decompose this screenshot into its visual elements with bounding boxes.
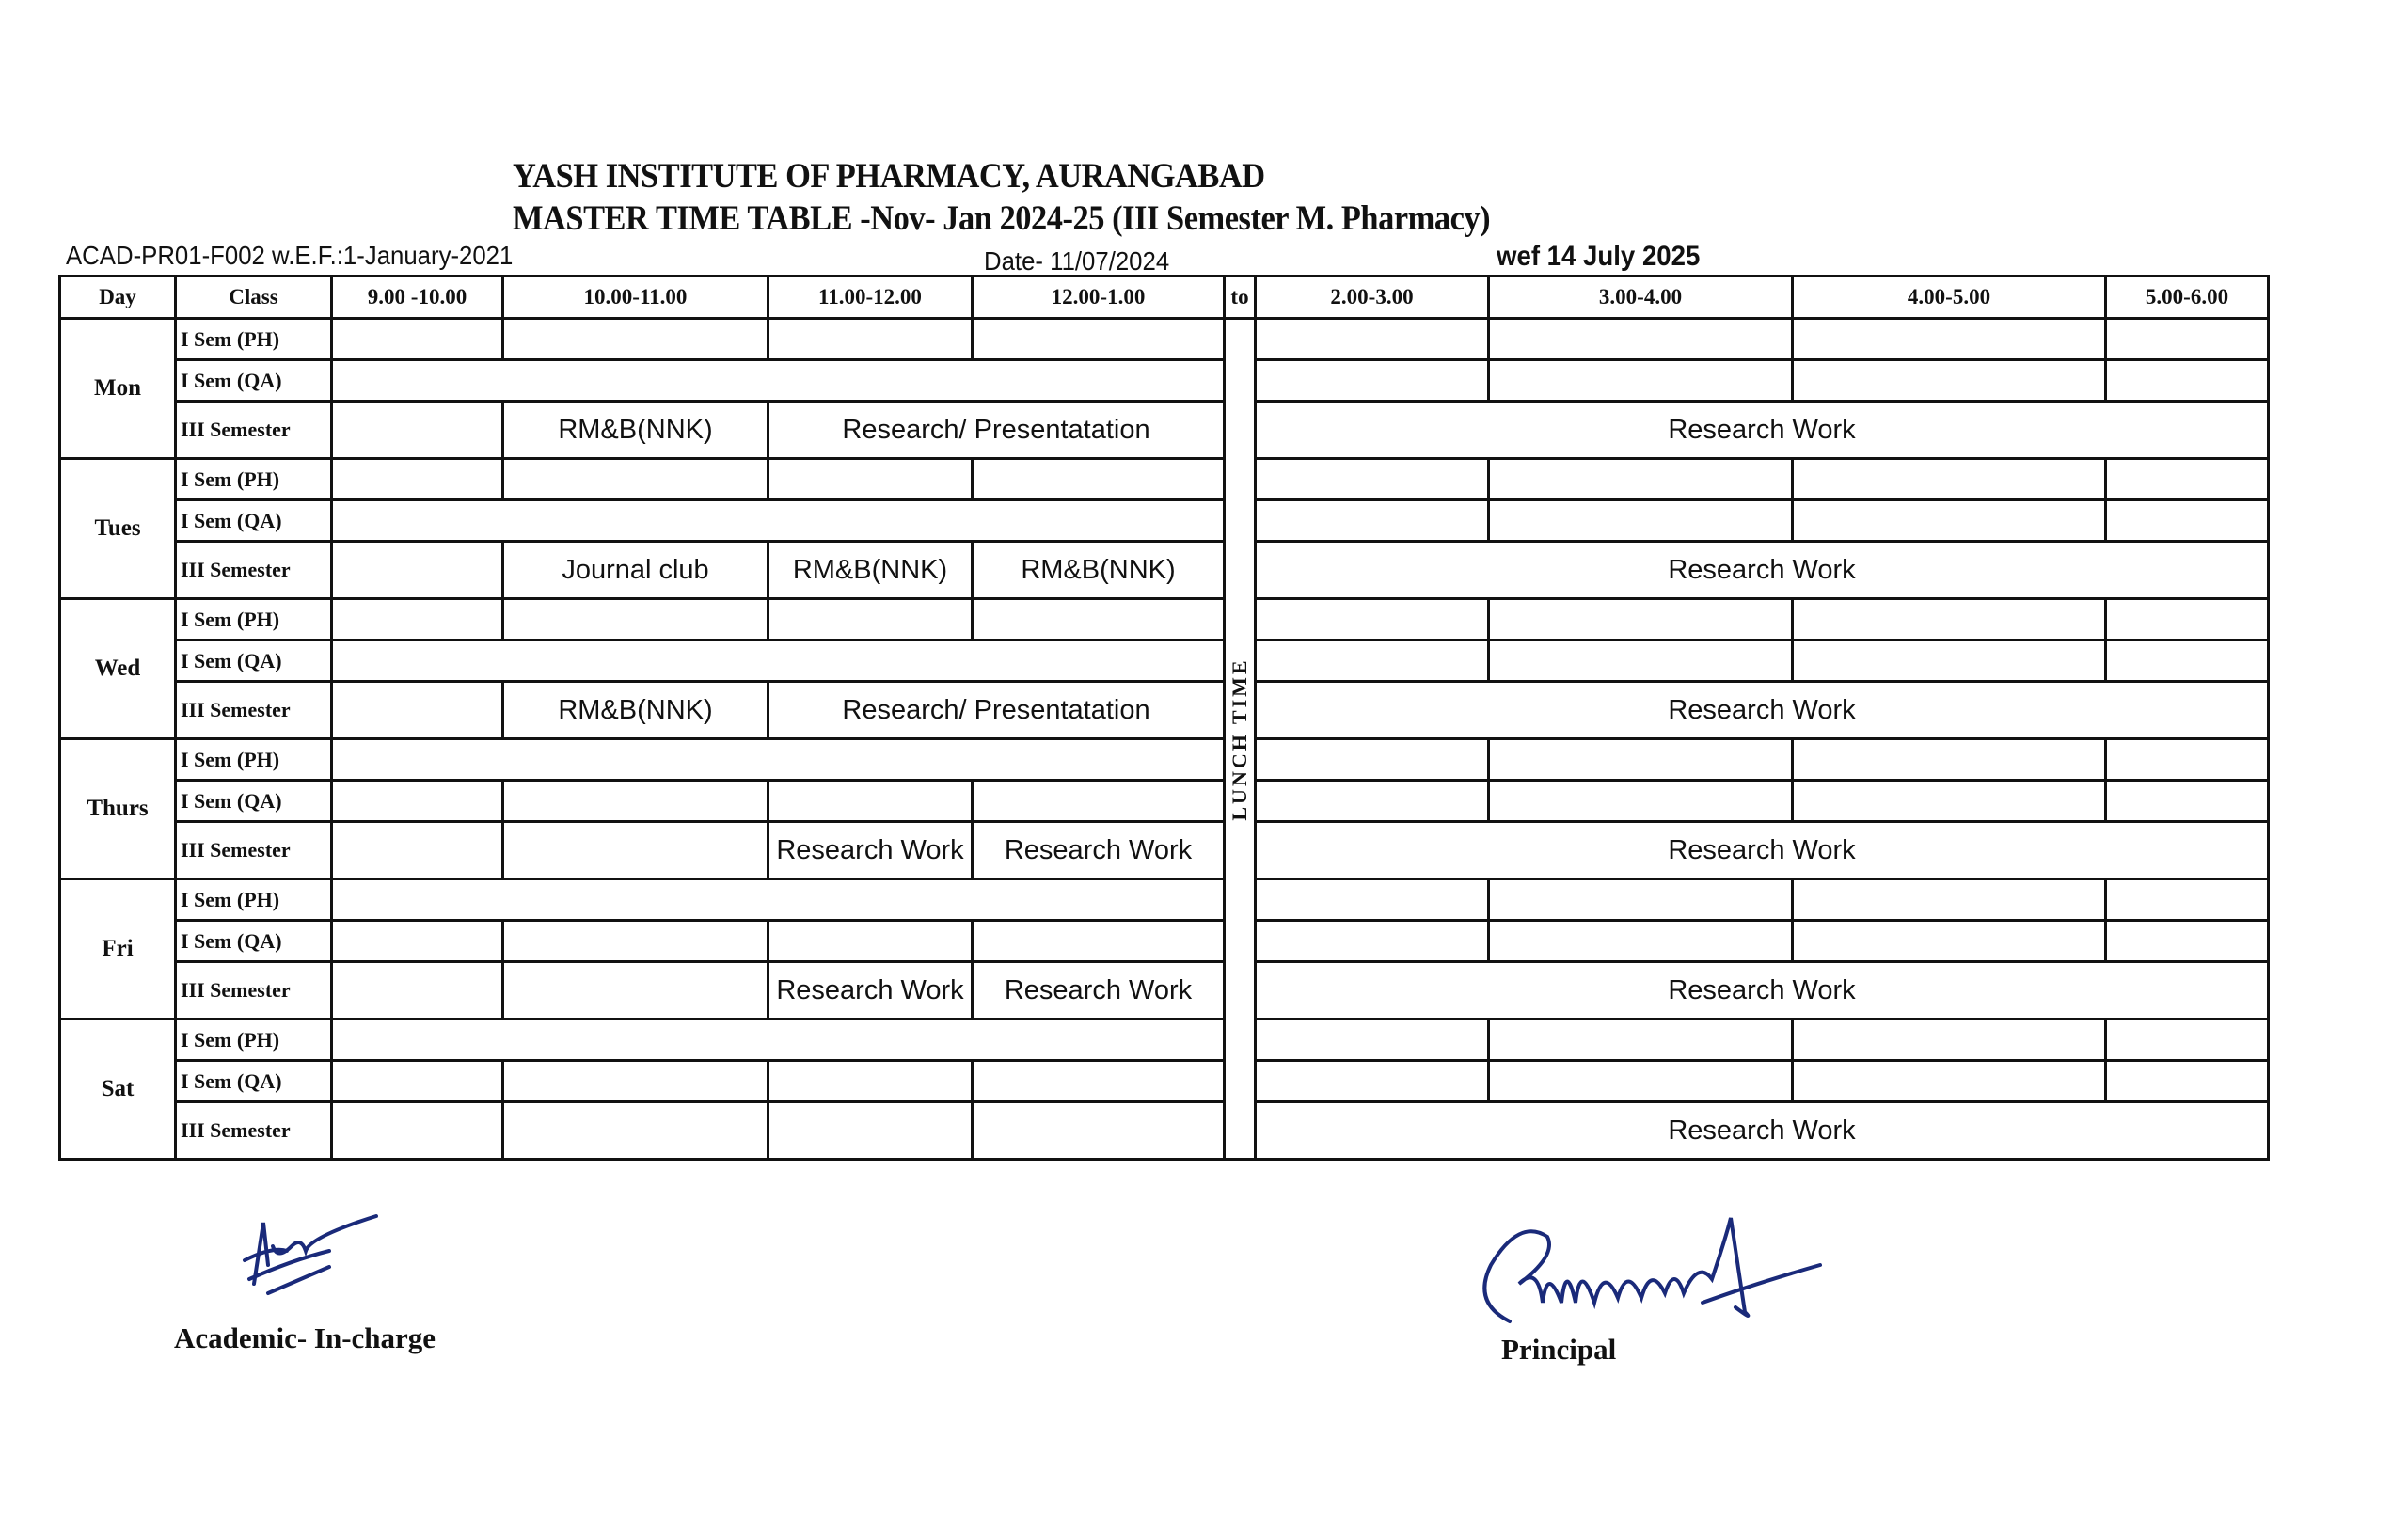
header-row <box>60 277 2269 319</box>
session-cell <box>1256 1020 1489 1061</box>
class-cell: I Sem (QA) <box>176 500 332 542</box>
session-cell <box>1256 319 1489 360</box>
day-cell: Thurs <box>60 739 176 879</box>
session-cell <box>1793 459 2106 500</box>
session-cell <box>1489 640 1793 682</box>
session-cell <box>332 599 503 640</box>
column-header: 5.00-6.00 <box>2106 277 2269 319</box>
session-cell: RM&B(NNK) <box>503 402 768 459</box>
session-cell <box>332 542 503 599</box>
session-cell <box>1793 319 2106 360</box>
session-cell <box>503 962 768 1020</box>
session-cell <box>1793 360 2106 402</box>
session-cell <box>1793 921 2106 962</box>
session-cell <box>768 319 973 360</box>
session-cell <box>1256 500 1489 542</box>
session-cell <box>332 739 1225 781</box>
session-cell: RM&B(NNK) <box>503 682 768 739</box>
session-cell <box>503 1102 768 1160</box>
table-row <box>60 640 2269 682</box>
class-cell: I Sem (QA) <box>176 781 332 822</box>
class-cell: I Sem (PH) <box>176 319 332 360</box>
lunch-time-label: LUNCH TIME <box>1228 656 1251 821</box>
session-cell <box>503 1061 768 1102</box>
document-code: ACAD-PR01-F002 w.E.F.:1-January-2021 <box>66 241 514 270</box>
session-cell <box>2106 599 2269 640</box>
session-cell: Research/ Presentatation <box>768 682 1225 739</box>
class-cell: I Sem (PH) <box>176 1020 332 1061</box>
session-cell <box>2106 459 2269 500</box>
column-header: 4.00-5.00 <box>1793 277 2106 319</box>
session-cell <box>1256 640 1489 682</box>
institute-name: YASH INSTITUTE OF PHARMACY, AURANGABAD <box>513 157 1265 196</box>
day-cell: Tues <box>60 459 176 599</box>
session-cell <box>332 360 1225 402</box>
class-cell: III Semester <box>176 962 332 1020</box>
session-cell <box>768 1102 973 1160</box>
session-cell <box>332 1020 1225 1061</box>
session-cell <box>1489 459 1793 500</box>
session-cell <box>768 459 973 500</box>
session-cell <box>503 921 768 962</box>
session-cell: Research Work <box>768 962 973 1020</box>
session-cell <box>1256 360 1489 402</box>
session-cell: Research Work <box>1256 542 2269 599</box>
session-cell <box>768 1061 973 1102</box>
session-cell <box>1793 879 2106 921</box>
class-cell: III Semester <box>176 1102 332 1160</box>
session-cell <box>332 682 503 739</box>
class-cell: III Semester <box>176 402 332 459</box>
table-row <box>60 1020 2269 1061</box>
session-cell: RM&B(NNK) <box>768 542 973 599</box>
session-cell <box>1489 739 1793 781</box>
column-header: Class <box>176 277 332 319</box>
table-row <box>60 500 2269 542</box>
class-cell: I Sem (PH) <box>176 739 332 781</box>
session-cell <box>2106 1061 2269 1102</box>
session-cell <box>768 921 973 962</box>
session-cell: Research Work <box>973 822 1225 879</box>
session-cell <box>1256 739 1489 781</box>
class-cell: I Sem (QA) <box>176 360 332 402</box>
session-cell <box>332 500 1225 542</box>
session-cell: Research Work <box>1256 402 2269 459</box>
session-cell <box>1256 921 1489 962</box>
principal-label: Principal <box>1501 1333 1617 1366</box>
table-row <box>60 360 2269 402</box>
session-cell <box>973 599 1225 640</box>
session-cell <box>1793 739 2106 781</box>
session-cell <box>1256 459 1489 500</box>
session-cell <box>332 1102 503 1160</box>
session-cell: Research/ Presentatation <box>768 402 1225 459</box>
session-cell: Journal club <box>503 542 768 599</box>
session-cell <box>973 459 1225 500</box>
session-cell <box>1793 599 2106 640</box>
session-cell <box>1489 1020 1793 1061</box>
session-cell <box>1793 500 2106 542</box>
session-cell <box>768 599 973 640</box>
session-cell <box>973 781 1225 822</box>
table-row <box>60 962 2269 1020</box>
session-cell: Research Work <box>973 962 1225 1020</box>
session-cell <box>332 640 1225 682</box>
class-cell: I Sem (PH) <box>176 599 332 640</box>
session-cell <box>503 599 768 640</box>
issue-date: Date- 11/07/2024 <box>984 246 1170 276</box>
session-cell <box>503 459 768 500</box>
table-row <box>60 739 2269 781</box>
timetable-title: MASTER TIME TABLE -Nov- Jan 2024-25 (III Semester M. Pharmacy) <box>513 199 1491 238</box>
day-cell: Sat <box>60 1020 176 1160</box>
session-cell <box>1256 1061 1489 1102</box>
class-cell: III Semester <box>176 682 332 739</box>
session-cell <box>1256 781 1489 822</box>
session-cell <box>1489 781 1793 822</box>
session-cell <box>503 781 768 822</box>
column-header: 10.00-11.00 <box>503 277 768 319</box>
session-cell <box>2106 360 2269 402</box>
class-cell: I Sem (QA) <box>176 1061 332 1102</box>
session-cell <box>332 1061 503 1102</box>
session-cell <box>2106 640 2269 682</box>
column-header: 2.00-3.00 <box>1256 277 1489 319</box>
column-header: 11.00-12.00 <box>768 277 973 319</box>
session-cell: Research Work <box>1256 682 2269 739</box>
session-cell <box>1256 879 1489 921</box>
class-cell: III Semester <box>176 542 332 599</box>
session-cell <box>1793 1020 2106 1061</box>
session-cell <box>1489 500 1793 542</box>
column-header: 12.00-1.00 <box>973 277 1225 319</box>
session-cell <box>1489 360 1793 402</box>
session-cell <box>2106 879 2269 921</box>
column-header: 9.00 -10.00 <box>332 277 503 319</box>
session-cell <box>768 781 973 822</box>
table-row <box>60 1061 2269 1102</box>
session-cell <box>332 822 503 879</box>
session-cell <box>1489 879 1793 921</box>
academic-incharge-signature <box>235 1209 404 1312</box>
class-cell: III Semester <box>176 822 332 879</box>
session-cell <box>973 1102 1225 1160</box>
lunch-break-column <box>1225 319 1256 1160</box>
table-row <box>60 781 2269 822</box>
class-cell: I Sem (PH) <box>176 459 332 500</box>
session-cell <box>2106 500 2269 542</box>
table-row <box>60 921 2269 962</box>
column-header: Day <box>60 277 176 319</box>
session-cell <box>973 319 1225 360</box>
session-cell <box>2106 739 2269 781</box>
session-cell <box>1489 319 1793 360</box>
class-cell: I Sem (QA) <box>176 640 332 682</box>
day-cell: Wed <box>60 599 176 739</box>
session-cell <box>1489 921 1793 962</box>
session-cell: Research Work <box>1256 822 2269 879</box>
session-cell <box>1489 599 1793 640</box>
session-cell <box>973 921 1225 962</box>
day-cell: Mon <box>60 319 176 459</box>
session-cell <box>973 1061 1225 1102</box>
session-cell: Research Work <box>768 822 973 879</box>
table-row <box>60 599 2269 640</box>
session-cell <box>332 459 503 500</box>
table-row <box>60 319 2269 360</box>
session-cell <box>332 319 503 360</box>
day-cell: Fri <box>60 879 176 1020</box>
session-cell <box>2106 921 2269 962</box>
table-row <box>60 542 2269 599</box>
table-row <box>60 459 2269 500</box>
table-row <box>60 402 2269 459</box>
session-cell <box>503 319 768 360</box>
session-cell <box>332 962 503 1020</box>
table-row <box>60 1102 2269 1160</box>
session-cell: Research Work <box>1256 962 2269 1020</box>
session-cell <box>1489 1061 1793 1102</box>
effective-date: wef 14 July 2025 <box>1497 241 1701 272</box>
table-row <box>60 879 2269 921</box>
academic-incharge-label: Academic- In-charge <box>174 1321 436 1354</box>
session-cell <box>332 781 503 822</box>
session-cell: Research Work <box>1256 1102 2269 1160</box>
session-cell <box>2106 319 2269 360</box>
session-cell <box>332 402 503 459</box>
principal-signature <box>1472 1209 1830 1340</box>
session-cell <box>332 921 503 962</box>
session-cell <box>2106 1020 2269 1061</box>
class-cell: I Sem (QA) <box>176 921 332 962</box>
session-cell <box>332 879 1225 921</box>
session-cell <box>1793 1061 2106 1102</box>
table-row <box>60 682 2269 739</box>
table-row <box>60 822 2269 879</box>
session-cell <box>1793 640 2106 682</box>
session-cell: RM&B(NNK) <box>973 542 1225 599</box>
column-header: to <box>1225 277 1256 319</box>
session-cell <box>1793 781 2106 822</box>
session-cell <box>503 822 768 879</box>
session-cell <box>2106 781 2269 822</box>
column-header: 3.00-4.00 <box>1489 277 1793 319</box>
session-cell <box>1256 599 1489 640</box>
master-timetable <box>58 275 2270 1161</box>
class-cell: I Sem (PH) <box>176 879 332 921</box>
